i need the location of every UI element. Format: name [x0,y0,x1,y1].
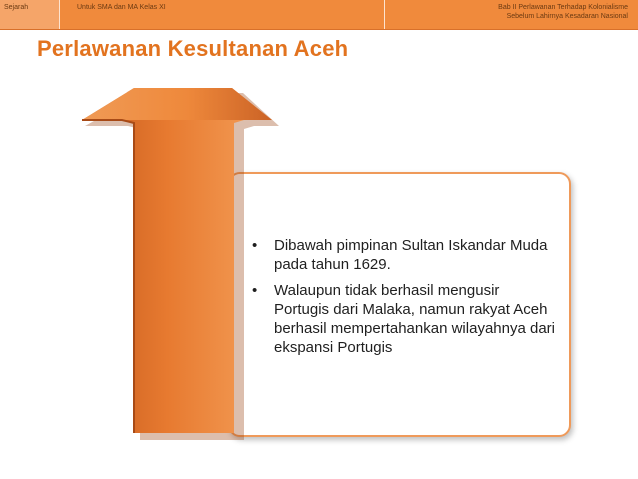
bullet-text: Walaupun tidak berhasil mengusir Portugis dari Malaka, namun rakyat Aceh berhasil mempertahankan wilayahnya dari ekspansi Portugis [274,282,555,356]
bullet-text: Dibawah pimpinan Sultan Iskandar Muda pada tahun 1629. [274,237,548,273]
bullet-list [250,236,555,364]
header-course: Untuk SMA dan MA Kelas XI [60,0,385,29]
header-bar [0,0,638,30]
arrow-head [82,88,272,120]
bullet-item [250,236,555,274]
header-chapter-line1: Bab II Perlawanan Terhadap Kolonialisme [498,4,628,11]
bullet-item [250,281,555,357]
header-chapter-line2: Sebelum Lahirnya Kesadaran Nasional [506,13,628,20]
header-subject: Sejarah [0,0,60,29]
slide-title: Perlawanan Kesultanan Aceh [37,36,349,61]
bullet-dot: • [252,237,258,254]
header-chapter [385,0,638,29]
bullet-dot: • [252,282,258,299]
